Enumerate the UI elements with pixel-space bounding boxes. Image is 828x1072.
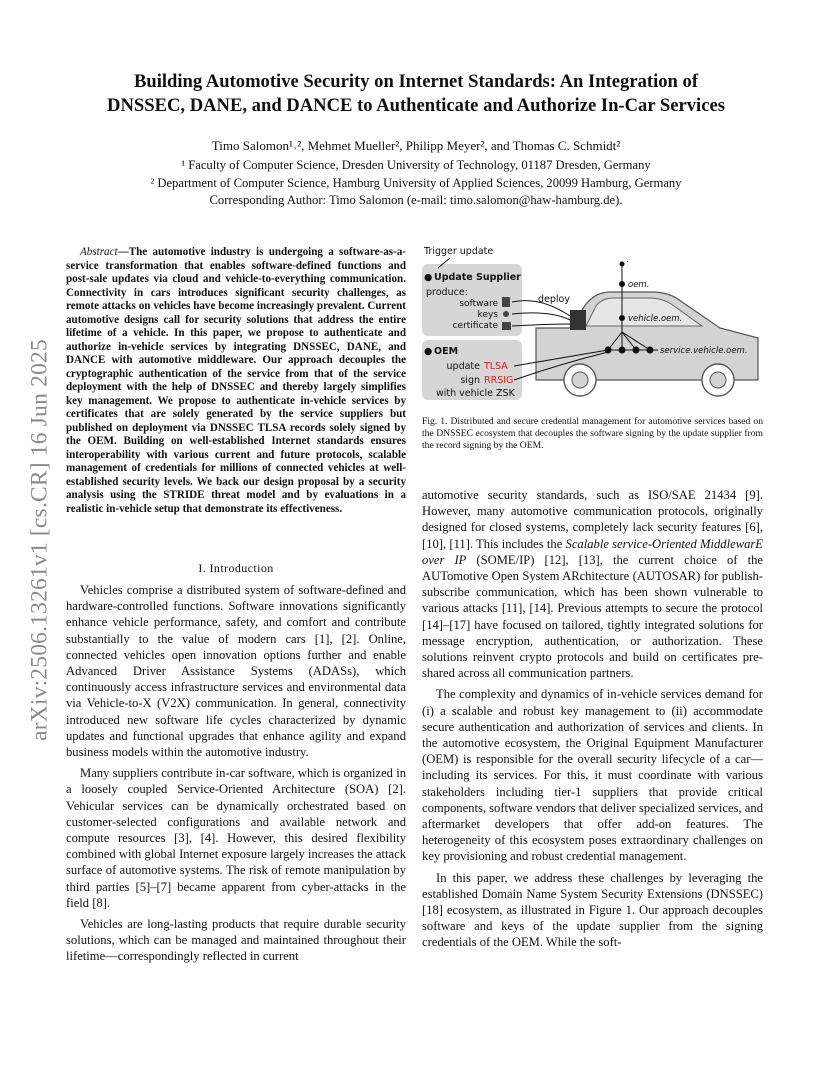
paragraph: Many suppliers contribute in-car software, which is organized in a loosely coupled Service-Oriented Architecture (SOA) [2]. Vehicular services can be dynamically orchestrated based on customer-selected configurations and available network and compute resources [3], [4]. However, this desired flexibility combined with global Internet exposure largely increases the attack surface of automotive systems. The risk of remote manipulation by third parties [5]–[7] became apparent from cyber-attacks in the field [8]. xyxy=(66,766,406,910)
affiliation-2: ² Department of Computer Science, Hamburg University of Applied Sciences, 20099 Hamburg, Germany xyxy=(150,176,682,190)
right-column-body xyxy=(422,487,763,956)
svg-text:●: ● xyxy=(424,272,433,283)
key-icon xyxy=(503,311,509,317)
figure-1 xyxy=(420,240,768,408)
corresponding-author: Corresponding Author: Timo Salomon (e-mail: timo.salomon@haw-hamburg.de). xyxy=(209,193,623,207)
rrsig-label: RRSIG xyxy=(484,375,514,386)
paragraph: Vehicles are long-lasting products that require durable security solutions, which can be managed and maintained throughout their lifetime—correspondingly reflected in current xyxy=(66,917,406,964)
certificate-label: certificate xyxy=(452,321,498,331)
abstract-label: Abstract xyxy=(80,246,118,258)
paper-title xyxy=(60,70,772,118)
zone-vehicle-label: vehicle.oem. xyxy=(628,314,683,324)
title-line-2: DNSSEC, DANE, and DANCE to Authenticate and Authorize In-Car Services xyxy=(107,95,725,116)
keys-label: keys xyxy=(477,310,498,320)
certificate-icon xyxy=(502,322,511,330)
produce-label: produce: xyxy=(426,287,468,298)
oem-title: OEM xyxy=(434,346,459,357)
software-label: software xyxy=(459,299,498,309)
svg-text:●: ● xyxy=(424,346,433,357)
paragraph: In this paper, we address these challenges by leveraging the established Domain Name System Security Extensions (DNSSEC) [18] ecosystem, as illustrated in Figure 1. Our approach decouples software and keys of the update supplier from the signing credentials of the OEM. While the soft- xyxy=(422,870,763,950)
dns-root-label: . xyxy=(626,255,629,265)
ecu-chip-icon xyxy=(570,310,586,330)
affiliation-1: ¹ Faculty of Computer Science, Dresden University of Technology, 01187 Dresden, Germany xyxy=(181,158,651,172)
zone-service-label: service.vehicle.oem. xyxy=(660,346,748,356)
paragraph: The complexity and dynamics of in-vehicle services demand for (i) a scalable and robust key management to (ii) accommodate secure authentication and authorization of services and clients. In the automotive ecosystem, the Original Equipment Manufacturer (OEM) is responsible for the overall security lifecycle of a car—including its services. For this, it must coordinate with various stakeholders including tier-1 suppliers that provide critical components, software vendors that deliver specialized services, and aftermarket developers that offer add-on features. The heterogeneity of this ecosystem poses extraordinary challenges on key provisioning and robust credential management. xyxy=(422,687,763,864)
update-label: update xyxy=(446,361,480,372)
sign-label: sign xyxy=(460,375,480,386)
zone-oem-label: oem. xyxy=(628,280,650,290)
supplier-title: Update Supplier xyxy=(434,272,521,283)
title-line-1: Building Automotive Security on Internet Standards: An Integration of xyxy=(133,71,699,92)
figure-1-caption: Fig. 1. Distributed and secure credential management for automotive services based on the DNSSEC ecosystem that decouples the software signing by the update supplier from the record signing by the OEM. xyxy=(422,416,763,452)
left-column-body xyxy=(66,582,406,970)
deploy-label: deploy xyxy=(538,294,570,305)
abstract-text: —The automotive industry is undergoing a software-as-a-service transformation that enables software-defined functions and post-sale updates via cloud and vehicle-to-everything communication. Connectivity in cars introduces significant security challenges, as remote attacks on vehicles have become increasingly prevalent. Current automotive designs call for security solutions that address the entire lifetime of a vehicle. In this paper, we propose to authenticate and authorize in-vehicle services by integrating DNSSEC, DANE, and DANCE with automotive middleware. Our approach decouples the cryptographic authentication of the service from that of the service deployment with the help of DNSSEC and thereby largely simplifies key management. We propose to authenticate in-vehicle services by certificates that are solely generated by the service suppliers but published on deployment via DNSSEC TLSA records solely signed by the OEM. Building on well-established Internet standards ensures interoperability with various current and future protocols, scalable management of credentials for millions of connected vehicles at well-established security levels. We back our design proposal by a security analysis using the STRIDE threat model and by evaluations in a realistic in-vehicle setup that demonstrate its effectiveness. xyxy=(66,246,406,515)
section-heading-introduction xyxy=(66,561,406,576)
tlsa-label: TLSA xyxy=(484,361,508,372)
author-list: Timo Salomon¹˒², Mehmet Mueller², Philipp Meyer², and Thomas C. Schmidt² xyxy=(211,138,621,153)
trigger-update-label: Trigger update xyxy=(424,246,494,257)
arxiv-identifier xyxy=(18,300,62,780)
paragraph: automotive security standards, such as ISO/SAE 21434 [9]. However, many automotive communication protocols, originally designed for closed systems, completely lack security features [6], [10], [11]. This includes the Scalable service-Oriented MiddlewarE over IP (SOME/IP) [12], [13], the current choice of the AUTomotive Open System ARchitecture (AUTOSAR) for publish-subscribe communication, which has been shown vulnerable to various attacks [11], [14]. Previous attempts to secure the protocol [14]–[17] have focused on tailored, tightly integrated solutions for message encryption, authentication, or authorization. These solutions reinvent crypto protocols and build on certificates pre-shared across all communication partners. xyxy=(422,488,763,681)
arxiv-id-text: arXiv:2506.13261v1 [cs.CR] 16 Jun 2025 xyxy=(26,339,53,741)
section-heading-text: I. Introduction xyxy=(198,561,274,575)
abstract xyxy=(66,246,406,516)
with-zsk-label: with vehicle ZSK xyxy=(436,388,515,399)
software-icon xyxy=(502,297,510,307)
paragraph: Vehicles comprise a distributed system of software-defined and hardware-controlled functions. Software innovations significantly enhance vehicle performance, safety, and comfort and contribute substantially to the value of modern cars [1], [2]. Online, connected vehicles open innovation options further and enable Advanced Driver Assistance Systems (ADASs), which continuously access infrastructure services and environmental data via Vehicle-to-X (V2X) communication. In general, connectivity introduced new software life cycles characterized by dynamic updates and functional upgrades that enhance agility and expand business models within the automotive industry. xyxy=(66,583,406,760)
